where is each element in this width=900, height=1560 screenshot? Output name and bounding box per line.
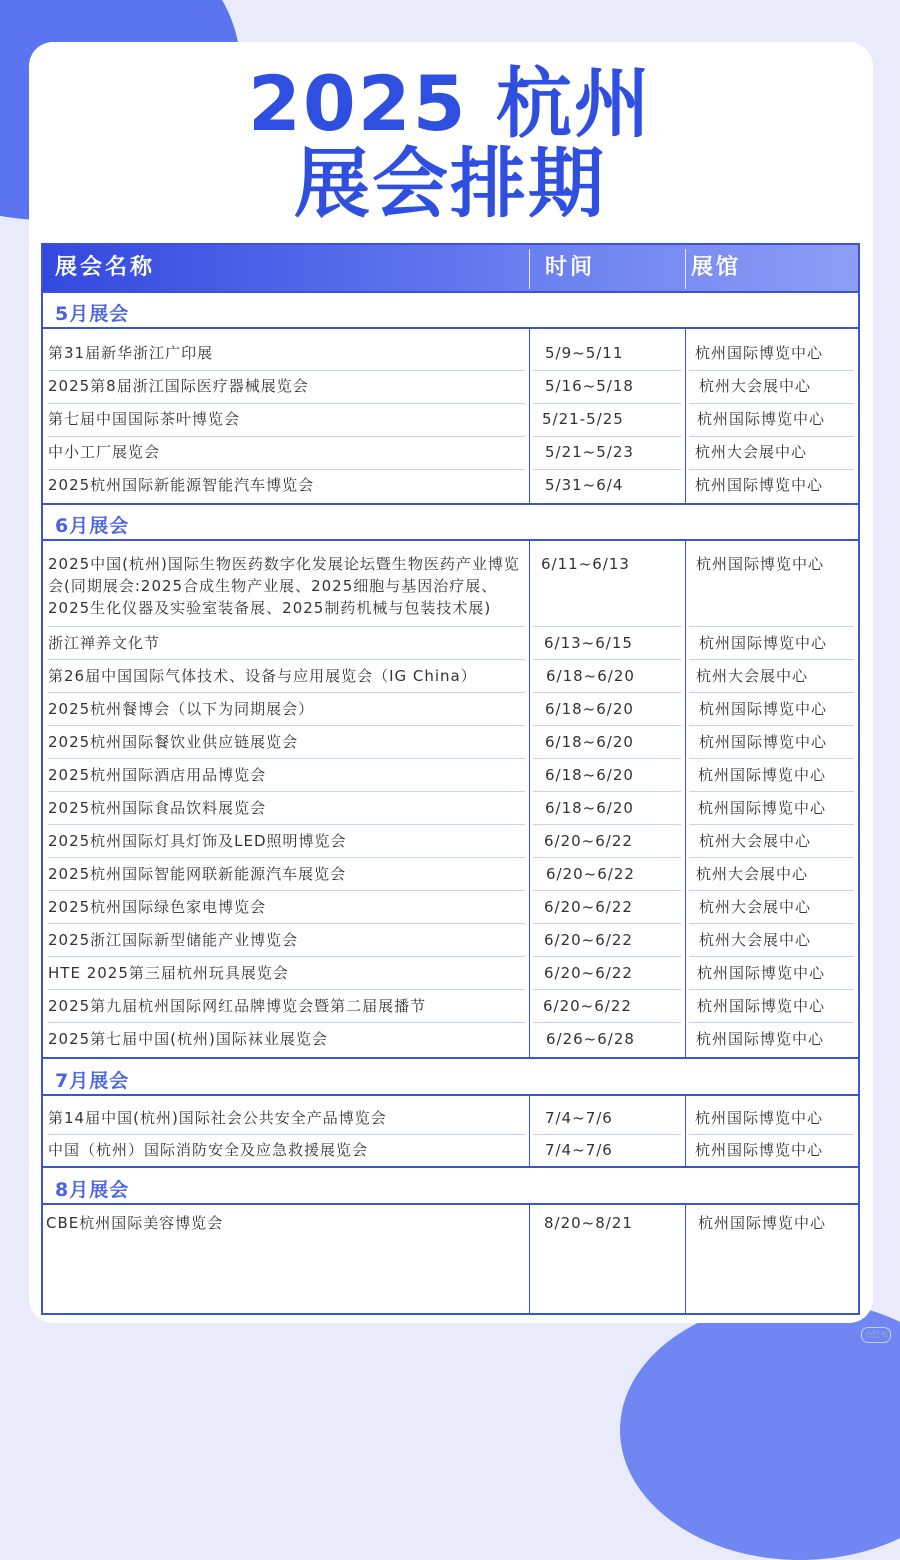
row-time: 6/18~6/20: [545, 766, 634, 784]
row-divider: [689, 725, 854, 726]
row-divider: [48, 469, 525, 470]
row-time: 6/18~6/20: [545, 799, 634, 817]
row-time: 5/16~5/18: [545, 377, 634, 395]
row-divider: [689, 758, 854, 759]
row-divider: [533, 857, 681, 858]
row-venue: 杭州国际博览中心: [695, 1109, 824, 1127]
section-divider: [43, 327, 858, 329]
row-name: 2025浙江国际新型储能产业博览会: [48, 931, 299, 949]
row-venue: 杭州大会展中心: [696, 667, 809, 685]
row-venue: 杭州国际博览中心: [697, 997, 826, 1015]
row-venue: 杭州国际博览中心: [695, 476, 824, 494]
column-divider: [685, 539, 686, 1057]
row-venue: 杭州国际博览中心: [699, 634, 828, 652]
row-name: 第14届中国(杭州)国际社会公共安全产品博览会: [48, 1109, 387, 1127]
row-divider: [689, 890, 854, 891]
row-divider: [48, 989, 525, 990]
table-header: [43, 245, 858, 291]
row-divider: [533, 692, 681, 693]
row-divider: [533, 1022, 681, 1023]
row-divider: [689, 989, 854, 990]
row-venue: 杭州大会展中心: [699, 931, 812, 949]
row-venue: 杭州国际博览中心: [695, 344, 824, 362]
row-divider: [533, 469, 681, 470]
row-divider: [533, 923, 681, 924]
row-divider: [533, 403, 681, 404]
column-divider: [685, 327, 686, 503]
section-divider: [43, 291, 858, 293]
row-divider: [689, 692, 854, 693]
row-time: 5/9~5/11: [545, 344, 624, 362]
page-title-line-1: 2025 杭州: [248, 59, 652, 148]
row-divider: [533, 725, 681, 726]
row-venue: 杭州大会展中心: [695, 443, 808, 461]
row-divider: [689, 824, 854, 825]
background-blob-bottom-right: [620, 1300, 900, 1560]
row-name: 2025第8届浙江国际医疗器械展览会: [48, 377, 309, 395]
row-venue: 杭州国际博览中心: [696, 1030, 825, 1048]
row-divider: [48, 626, 525, 627]
column-divider: [685, 1094, 686, 1166]
section-divider: [43, 539, 858, 541]
row-time: 6/18~6/20: [545, 700, 634, 718]
row-divider: [48, 692, 525, 693]
row-time: 6/20~6/22: [546, 865, 635, 883]
column-divider: [529, 327, 530, 503]
row-divider: [48, 403, 525, 404]
page-title-line-2: 展会排期: [294, 139, 606, 228]
row-divider: [533, 436, 681, 437]
row-time: 7/4~7/6: [545, 1109, 613, 1127]
row-divider: [533, 890, 681, 891]
row-time: 8/20~8/21: [544, 1214, 633, 1232]
row-divider: [533, 370, 681, 371]
row-divider: [689, 626, 854, 627]
row-name: 2025杭州国际新能源智能汽车博览会: [48, 476, 315, 494]
row-time: 6/18~6/20: [546, 667, 635, 685]
row-divider: [48, 758, 525, 759]
row-divider: [48, 1022, 525, 1023]
row-name: 浙江禅养文化节: [48, 634, 161, 652]
header-divider: [529, 249, 530, 289]
row-venue: 杭州国际博览中心: [698, 799, 827, 817]
row-venue: 杭州国际博览中心: [698, 766, 827, 784]
row-divider: [48, 857, 525, 858]
section-divider: [43, 1203, 858, 1205]
row-name: 中小工厂展览会: [48, 443, 161, 461]
row-name: 2025杭州国际酒店用品博览会: [48, 766, 267, 784]
section-label-june: 6月展会: [55, 515, 130, 537]
row-name: 2025第九届杭州国际网红品牌博览会暨第二届展播节: [48, 997, 427, 1015]
row-time: 6/20~6/22: [544, 964, 633, 982]
header-time: 时间: [545, 255, 596, 280]
section-divider: [43, 1057, 858, 1059]
row-time: 6/20~6/22: [544, 832, 633, 850]
row-divider: [533, 1134, 681, 1135]
row-time: 6/20~6/22: [544, 931, 633, 949]
row-divider: [689, 469, 854, 470]
row-divider: [533, 758, 681, 759]
row-divider: [48, 1134, 525, 1135]
row-divider: [689, 857, 854, 858]
row-time: 6/20~6/22: [543, 997, 632, 1015]
row-divider: [689, 923, 854, 924]
row-venue: 杭州国际博览中心: [698, 1214, 827, 1232]
row-name: 2025杭州国际食品饮料展览会: [48, 799, 267, 817]
section-label-july: 7月展会: [55, 1070, 130, 1092]
section-label-august: 8月展会: [55, 1179, 130, 1201]
row-divider: [689, 370, 854, 371]
row-venue: 杭州国际博览中心: [697, 964, 826, 982]
header-divider: [685, 249, 686, 289]
row-time: 5/31~6/4: [545, 476, 624, 494]
row-venue: 杭州国际博览中心: [697, 410, 826, 428]
row-name: 2025杭州国际灯具灯饰及LED照明博览会: [48, 832, 347, 850]
row-divider: [48, 659, 525, 660]
row-divider: [533, 956, 681, 957]
header-exhibition-name: 展会名称: [55, 255, 156, 280]
row-divider: [689, 403, 854, 404]
section-divider: [43, 1094, 858, 1096]
row-name: 2025杭州国际餐饮业供应链展览会: [48, 733, 299, 751]
row-divider: [689, 1134, 854, 1135]
row-venue: 杭州国际博览中心: [696, 555, 825, 573]
row-time: 7/4~7/6: [545, 1141, 613, 1159]
row-name: 第31届新华浙江广印展: [48, 344, 214, 362]
column-divider: [529, 539, 530, 1057]
row-divider: [48, 824, 525, 825]
row-divider: [689, 659, 854, 660]
row-time: 6/11~6/13: [541, 555, 630, 573]
row-time: 5/21-5/25: [542, 410, 624, 428]
section-divider: [43, 503, 858, 505]
row-time: 6/13~6/15: [544, 634, 633, 652]
row-venue: 杭州国际博览中心: [699, 733, 828, 751]
row-divider: [533, 791, 681, 792]
row-divider: [533, 989, 681, 990]
header-venue: 展馆: [691, 255, 742, 280]
row-divider: [689, 436, 854, 437]
row-time: 6/18~6/20: [545, 733, 634, 751]
exhibition-schedule-table: [41, 243, 860, 1315]
row-divider: [533, 659, 681, 660]
row-time: 6/26~6/28: [546, 1030, 635, 1048]
row-name: CBE杭州国际美容博览会: [46, 1214, 224, 1232]
row-name: 2025第七届中国(杭州)国际袜业展览会: [48, 1030, 328, 1048]
row-name: 第七届中国国际茶叶博览会: [48, 410, 241, 428]
row-venue: 杭州国际博览中心: [695, 1141, 824, 1159]
row-name: 第26届中国国际气体技术、设备与应用展览会（IG China）: [48, 667, 477, 685]
row-name: 2025中国(杭州)国际生物医药数字化发展论坛暨生物医药产业博览会(同期展会:2025合成生物产业展、2025细胞与基因治疗展、2025生化仪器及实验室装备展、2025制药机械与包装技术展): [48, 555, 520, 617]
watermark-badge: 小红书: [861, 1327, 891, 1343]
row-name: HTE 2025第三届杭州玩具展览会: [48, 964, 289, 982]
row-name: 2025杭州国际绿色家电博览会: [48, 898, 267, 916]
row-name: 中国（杭州）国际消防安全及应急救援展览会: [48, 1141, 369, 1159]
row-venue: 杭州大会展中心: [699, 832, 812, 850]
row-name: 2025杭州餐博会（以下为同期展会）: [48, 700, 315, 718]
row-divider: [48, 370, 525, 371]
row-divider: [48, 725, 525, 726]
row-divider: [48, 791, 525, 792]
row-venue: 杭州国际博览中心: [699, 700, 828, 718]
row-time: 5/21~5/23: [545, 443, 634, 461]
row-venue: 杭州大会展中心: [699, 377, 812, 395]
row-divider: [48, 890, 525, 891]
row-time: 6/20~6/22: [544, 898, 633, 916]
row-venue: 杭州大会展中心: [696, 865, 809, 883]
column-divider: [529, 1203, 530, 1313]
row-divider: [48, 956, 525, 957]
row-divider: [689, 791, 854, 792]
row-divider: [48, 436, 525, 437]
row-name: 2025杭州国际智能网联新能源汽车展览会: [48, 865, 347, 883]
section-divider: [43, 1166, 858, 1168]
section-label-may: 5月展会: [55, 303, 130, 325]
row-divider: [533, 824, 681, 825]
row-divider: [48, 923, 525, 924]
row-divider: [533, 626, 681, 627]
row-divider: [689, 1022, 854, 1023]
row-venue: 杭州大会展中心: [699, 898, 812, 916]
row-divider: [689, 956, 854, 957]
column-divider: [529, 1094, 530, 1166]
column-divider: [685, 1203, 686, 1313]
